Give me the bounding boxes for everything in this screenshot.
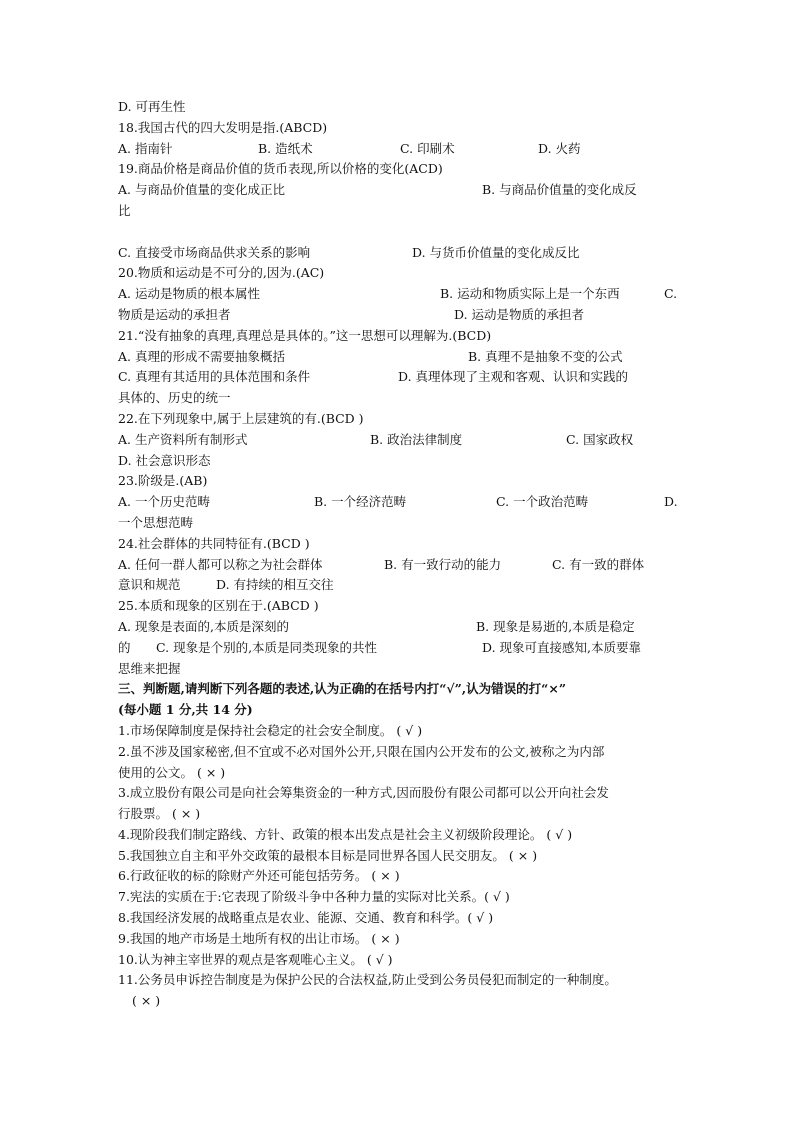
judgment-text: 使用的公文。 ( × )	[118, 764, 226, 780]
option-a: A. 与商品价值量的变化成正比	[118, 182, 285, 198]
option-d-wrap: 具体的、历史的统一	[118, 390, 231, 406]
options-25-cd	[118, 638, 684, 659]
options-24-abc	[118, 555, 684, 576]
options-18	[118, 139, 684, 160]
option-c-label: C.	[664, 286, 678, 302]
section-subheading	[118, 700, 684, 721]
options-21-ab	[118, 347, 684, 368]
judgment-text: 5.我国独立自主和平外交政策的最根本目标是同世界各国人民交朋友。 ( × )	[118, 847, 538, 863]
question-18	[118, 118, 684, 139]
options-21-cd	[118, 367, 684, 388]
option-c-wrap: 意识和规范	[118, 577, 181, 593]
option-c: C. 一个政治范畴	[496, 494, 589, 510]
question-text: 19.商品价格是商品价值的货币表现,所以价格的变化(ACD)	[118, 161, 443, 177]
options-22-d	[118, 451, 684, 472]
judgment-text: 9.我国的地产市场是土地所有权的出让市场。 ( × )	[118, 930, 400, 946]
judgment-text: 11.公务员申诉控告制度是为保护公民的合法权益,防止受到公务员侵犯而制定的一种制度。	[118, 972, 617, 988]
judgment-item	[118, 908, 684, 929]
option-d: D. 可再生性	[118, 99, 186, 114]
option-c: 物质是运动的承担者	[118, 306, 231, 322]
option-a: A. 任何一群人都可以称之为社会群体	[118, 556, 323, 572]
option-c: C. 国家政权	[566, 431, 634, 447]
options-20-abc	[118, 284, 684, 305]
options-19-ab	[118, 180, 684, 201]
question-24	[118, 534, 684, 555]
judgment-text: 3.成立股份有限公司是向社会筹集资金的一种方式,因而股份有限公司都可以公开向社会发	[118, 785, 609, 801]
question-25	[118, 596, 684, 617]
option-d: D. 与货币价值量的变化成反比	[412, 244, 580, 260]
judgment-item	[118, 721, 684, 742]
spacer	[118, 222, 684, 243]
option-c: C. 直接受市场商品供求关系的影响	[118, 244, 311, 260]
question-text: 25.本质和现象的区别在于.(ABCD )	[118, 598, 319, 614]
judgment-text: ( × )	[132, 993, 161, 1009]
option-b: B. 与商品价值量的变化成反	[482, 182, 637, 198]
option-b: B. 现象是易逝的,本质是稳定	[476, 618, 635, 634]
option-b-wrap: 比	[118, 202, 131, 218]
judgment-text: 行股票。 ( × )	[118, 806, 201, 822]
question-text: 18.我国古代的四大发明是指.(ABCD)	[118, 119, 328, 135]
question-21	[118, 326, 684, 347]
section-title: 三、判断题,请判断下列各题的表述,认为正确的在括号内打“√”,认为错误的打“×”	[118, 681, 567, 697]
document-page	[118, 97, 684, 1012]
options-20-cd	[118, 305, 684, 326]
judgment-item	[118, 783, 684, 804]
option-c: C. 现象是个别的,本质是同类现象的共性	[156, 639, 378, 655]
question-text: 22.在下列现象中,属于上层建筑的有.(BCD )	[118, 410, 364, 426]
judgment-item	[118, 950, 684, 971]
judgment-text: 10.认为神主宰世界的观点是客观唯心主义。 ( √ )	[118, 951, 393, 967]
option-b: B. 政治法律制度	[370, 431, 463, 447]
option-c: C. 有一致的群体	[552, 556, 645, 572]
section-heading	[118, 679, 684, 700]
question-19	[118, 159, 684, 180]
question-20	[118, 263, 684, 284]
option-d: D. 有持续的相互交往	[216, 577, 334, 593]
question-text: 24.社会群体的共同特征有.(BCD )	[118, 535, 310, 551]
option-d: D. 现象可直接感知,本质要靠	[482, 639, 641, 655]
option-a: A. 现象是表面的,本质是深刻的	[118, 618, 289, 634]
question-22	[118, 409, 684, 430]
option-d-wrap: 思维来把握	[118, 660, 181, 676]
options-19-cd	[118, 243, 684, 264]
option-c: C. 印刷术	[400, 140, 455, 156]
judgment-text: 2.虽不涉及国家秘密,但不宜或不必对国外公开,只限在国内公开发布的公文,被称之为内部	[118, 743, 605, 759]
option-line	[118, 97, 684, 118]
option-a: A. 一个历史范畴	[118, 494, 210, 510]
judgment-text: 8.我国经济发展的战略重点是农业、能源、交通、教育和科学。( √ )	[118, 910, 494, 926]
section-scoring: (每小题 1 分,共 14 分)	[118, 702, 253, 718]
question-text: 23.阶级是.(AB)	[118, 473, 208, 489]
judgment-item-wrap	[118, 804, 684, 825]
option-continuation	[118, 513, 684, 534]
judgment-text: 1.市场保障制度是保持社会稳定的社会安全制度。 ( √ )	[118, 722, 423, 738]
options-22	[118, 430, 684, 451]
option-d-label: D.	[664, 494, 678, 510]
option-b: B. 有一致行动的能力	[384, 556, 502, 572]
judgment-text: 6.行政征收的标的除财产外还可能包括劳务。 ( × )	[118, 868, 400, 884]
option-b: B. 真理不是抽象不变的公式	[468, 348, 623, 364]
judgment-item	[118, 929, 684, 950]
option-b: B. 一个经济范畴	[314, 494, 407, 510]
judgment-item	[118, 887, 684, 908]
option-c: C. 真理有其适用的具体范围和条件	[118, 369, 311, 385]
option-b: B. 运动和物质实际上是一个东西	[440, 286, 620, 302]
judgment-item	[118, 825, 684, 846]
judgment-item-wrap	[118, 763, 684, 784]
judgment-item	[118, 866, 684, 887]
option-b: B. 造纸术	[258, 140, 313, 156]
option-a: A. 真理的形成不需要抽象概括	[118, 348, 285, 364]
option-d: 一个思想范畴	[118, 514, 194, 530]
options-23	[118, 492, 684, 513]
option-a: A. 运动是物质的根本属性	[118, 286, 260, 302]
judgment-item	[118, 742, 684, 763]
option-d: D. 火药	[538, 140, 581, 156]
option-continuation	[118, 659, 684, 680]
judgment-item	[118, 846, 684, 867]
option-continuation	[118, 201, 684, 222]
judgment-text: 7.宪法的实质在于:它表现了阶级斗争中各种力量的实际对比关系。( √ )	[118, 889, 510, 905]
question-text: 21.“没有抽象的真理,真理总是具体的。”这一思想可以理解为.(BCD)	[118, 327, 492, 343]
options-24-cd	[118, 575, 684, 596]
judgment-text: 4.现阶段我们制定路线、方针、政策的根本出发点是社会主义初级阶段理论。 ( √ )	[118, 826, 573, 842]
question-23	[118, 471, 684, 492]
option-d: D. 社会意识形态	[118, 452, 211, 468]
option-a: A. 指南针	[118, 140, 173, 156]
question-text: 20.物质和运动是不可分的,因为.(AC)	[118, 265, 325, 281]
options-25-ab	[118, 617, 684, 638]
judgment-item-wrap	[118, 991, 684, 1012]
judgment-item	[118, 970, 684, 991]
option-a: A. 生产资料所有制形式	[118, 431, 248, 447]
option-d: D. 运动是物质的承担者	[454, 306, 585, 322]
option-b-wrap: 的	[118, 639, 131, 655]
option-continuation	[118, 388, 684, 409]
option-d: D. 真理体现了主观和客观、认识和实践的	[398, 369, 629, 385]
